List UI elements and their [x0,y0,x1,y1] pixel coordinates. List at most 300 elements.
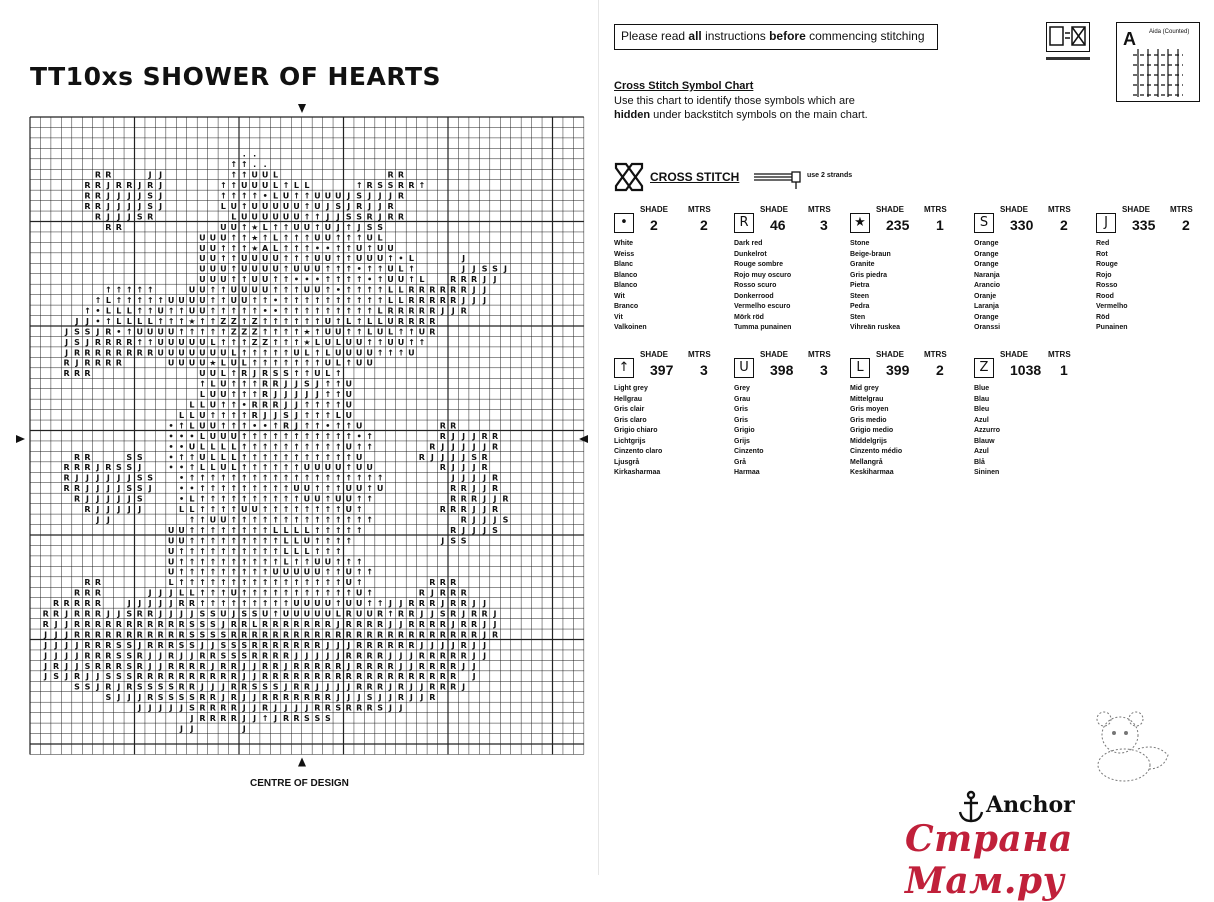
color-names [734,384,764,479]
stitch-symbol: ↑ [293,494,300,504]
stitch-symbol: J [253,369,257,379]
stitch-symbol: J [54,619,58,629]
stitch-symbol: ↑ [261,505,269,515]
stitch-symbol: ↑ [334,243,342,253]
stitch-symbol: R [345,609,352,619]
stitch-symbol: R [272,661,279,671]
stitch-symbol: ↑ [230,181,238,191]
stitch-symbol: R [324,672,331,682]
stitch-symbol: U [220,515,227,525]
stitch-symbol: R [418,651,425,661]
stitch-symbol: R [230,714,237,724]
stitch-symbol: R [397,181,405,191]
stitch-symbol: ↑ [240,546,248,556]
stitch-symbol: ↑ [178,578,185,588]
stitch-symbol: S [241,640,248,650]
stitch-symbol: ↑ [324,578,332,588]
stitch-symbol: R [105,170,112,180]
stitch-symbol: R [366,682,373,692]
stitch-symbol: ↑ [314,473,321,483]
stitch-symbol: ↑ [240,421,248,431]
stitch-symbol: R [94,609,102,619]
color-name: Röd [1096,313,1110,321]
stitch-symbol: U [387,275,394,285]
stitch-symbol: R [136,609,143,619]
stitch-symbol: • [252,421,258,431]
stitch-symbol: ↑ [251,348,259,358]
stitch-symbol: R [199,651,206,661]
stitch-symbol: U [209,264,217,274]
stitch-symbol: R [84,348,91,358]
stitch-symbol: R [262,379,269,389]
stitch-symbol: ↑ [230,264,238,274]
stitch-symbol: ↑ [408,327,415,337]
stitch-symbol: ↑ [314,431,321,441]
stitch-symbol: ↑ [376,599,384,609]
stitch-symbol: ↑ [251,306,259,316]
stitch-symbol: J [315,682,319,692]
color-name: Gris claro [614,416,647,424]
stitch-symbol: ↑ [230,515,238,525]
stitch-symbol: R [450,421,457,431]
stitch-symbol: U [220,390,227,400]
stitch-symbol: ↑ [199,379,206,389]
stitch-symbol: R [42,619,49,629]
stitch-symbol: R [241,630,248,640]
stitch-symbol: ↑ [303,410,311,420]
stitch-symbol: S [189,703,195,713]
stitch-symbol: R [199,703,206,713]
stitch-symbol: J [399,599,403,609]
stitch-symbol: J [106,494,110,504]
stitch-symbol: J [472,484,476,494]
stitch-symbol: ↑ [334,473,342,483]
stitch-symbol: R [460,505,467,515]
stitch-symbol: ↑ [366,243,373,253]
stitch-symbol: ↑ [345,285,353,295]
stitch-symbol: ↑ [376,296,384,306]
stitch-symbol: J [399,619,403,629]
color-name: Kirkasharmaa [614,469,661,476]
stitch-symbol: U [230,222,238,232]
stitch-symbol: ↑ [240,525,248,535]
stitch-symbol: J [242,693,246,703]
stitch-symbol: R [366,619,373,629]
stitch-symbol: ↑ [334,369,342,379]
stitch-symbol: R [94,337,102,347]
stitch-symbol: ↑ [230,369,238,379]
stitch-symbol: S [115,463,122,473]
mtrs-value: 1 [1060,362,1068,378]
stitch-symbol: ↑ [366,567,373,577]
mtrs-value: 3 [820,217,828,233]
stitch-symbol: R [450,609,457,619]
stitch-symbol: R [178,661,185,671]
stitch-symbol: ↑ [240,170,248,180]
stitch-symbol: ↑ [314,421,321,431]
thread-key-1038 [974,350,1092,478]
stitch-symbol: J [284,703,288,713]
stitch-symbol: ↑ [230,578,238,588]
stitch-symbol: J [138,191,142,201]
stitch-symbol: R [53,599,60,609]
stitch-symbol: ↑ [345,525,353,535]
stitch-symbol: ↑ [366,296,373,306]
stitch-symbol: J [274,714,278,724]
stitch-symbol: R [345,703,352,713]
stitch-symbol: R [481,609,488,619]
stitch-symbol: J [441,442,445,452]
stitch-symbol: ↑ [282,505,290,515]
stitch-symbol: • [168,431,174,441]
stitch-symbol: J [409,682,413,692]
stitch-symbol: U [199,254,206,264]
stitch-symbol: J [483,525,487,535]
stitch-symbol: S [105,672,112,682]
stitch-symbol: ↑ [324,484,332,494]
stitch-symbol: R [303,661,311,671]
stitch-symbol: ↑ [199,327,206,337]
stitch-symbol: L [189,410,195,420]
stitch-symbol: ↑ [324,505,332,515]
stitch-symbol: ↑ [408,275,415,285]
color-name: Granite [850,261,875,268]
stitch-symbol: S [460,536,467,546]
stitch-symbol: ↑ [240,463,248,473]
stitch-symbol: ↑ [219,505,227,515]
stitch-symbol: ↑ [293,191,300,201]
stitch-symbol: J [242,661,246,671]
stitch-symbol: L [408,254,414,264]
stitch-symbol: R [366,630,373,640]
stitch-symbol: J [159,201,163,211]
stitch-symbol: R [366,661,373,671]
stitch-symbol: U [167,358,175,368]
stitch-symbol: ↑ [355,442,363,452]
stitch-symbol: U [261,170,269,180]
stitch-symbol: R [115,630,122,640]
stitch-symbol: ↑ [303,431,311,441]
stitch-symbol: J [65,327,69,337]
stitch-symbol: U [355,452,363,462]
stitch-symbol: J [85,316,89,326]
stitch-symbol: U [188,358,196,368]
stitch-symbol: R [84,578,91,588]
stitch-symbol: ↑ [230,275,238,285]
stitch-symbol: J [96,484,100,494]
stitch-symbol: J [294,651,298,661]
fabric-caption: Aida (Counted) [1149,29,1190,35]
stitch-symbol: S [272,369,279,379]
stitch-symbol: S [105,693,112,703]
stitch-symbol: ↑ [345,515,353,525]
stitch-symbol: ↑ [324,473,332,483]
stitch-symbol: U [261,275,269,285]
stitch-symbol: J [242,672,246,682]
stitch-symbol: R [84,505,91,515]
stitch-symbol: L [304,181,310,191]
stitch-symbol: ↑ [230,410,238,420]
stitch-symbol: • [273,306,279,316]
stitch-symbol: A [262,243,269,253]
stitch-symbol: ↑ [188,452,196,462]
stitch-symbol: ↑ [334,421,342,431]
stitch-symbol: U [282,567,290,577]
stitch-symbol: U [178,337,185,347]
stitch-symbol: J [389,703,393,713]
stitch-symbol: ↑ [324,400,332,410]
stitch-symbol: ↑ [303,369,311,379]
stitch-symbol: U [199,264,206,274]
stitch-symbol: ↑ [125,296,133,306]
stitch-symbol: ↑ [334,442,342,452]
stitch-symbol: R [418,316,425,326]
stitch-symbol: ↑ [324,431,332,441]
stitch-symbol: ↑ [230,567,238,577]
stitch-symbol: J [389,693,393,703]
stitch-symbol: R [429,442,436,452]
shade-label: SHADE [760,350,789,359]
color-name: Oranje [974,292,997,300]
stitch-symbol: R [397,609,405,619]
stitch-symbol: S [387,181,394,191]
stitch-symbol: L [252,619,258,629]
stitch-symbol: J [117,693,121,703]
stitch-symbol: J [180,651,184,661]
stitch-symbol: • [314,275,320,285]
stitch-symbol: J [106,609,110,619]
mtrs-label: MTRS [1170,205,1193,214]
stitch-symbol: ↑ [272,348,279,358]
stitch-symbol: R [293,630,300,640]
stitch-symbol: J [483,484,487,494]
stitch-symbol: J [117,212,121,222]
color-name: Vermelho escuro [734,303,791,310]
stitch-symbol: ↑ [345,463,353,473]
stitch-symbol: S [136,452,143,462]
centre-arrow [579,435,588,443]
stitch-symbol: R [450,672,457,682]
color-name: Light grey [614,385,648,392]
stitch-symbol: ↑ [230,557,238,567]
stitch-symbol: U [282,201,290,211]
stitch-symbol: J [326,651,330,661]
stitch-symbol: ★ [303,337,311,347]
stitch-symbol: J [462,452,466,462]
stitch-symbol: ↑ [282,316,290,326]
stitch-symbol: ↑ [209,536,217,546]
stitch-symbol: J [159,588,163,598]
stitch-symbol: U [220,233,227,243]
stitch-symbol: R [209,693,216,703]
key-page [600,0,1200,875]
stitch-symbol: R [491,473,499,483]
stitch-symbol: R [105,327,112,337]
stitch-symbol: R [376,682,384,692]
stitch-symbol: R [282,651,290,661]
stitch-symbol: ↑ [303,442,311,452]
stitch-symbol: ↑ [314,442,321,452]
stitch-symbol: J [159,181,163,191]
stitch-symbol: ↑ [282,588,290,598]
stitch-symbol: R [450,285,457,295]
stitch-symbol: ↑ [115,296,123,306]
stitch-symbol: ↑ [293,473,300,483]
stitch-symbol: J [75,473,79,483]
stitch-symbol: R [262,390,269,400]
stitch-symbol: R [262,651,269,661]
stitch-symbol: U [220,463,227,473]
stitch-symbol: ↑ [272,358,279,368]
stitch-symbol: ↑ [219,400,227,410]
stitch-symbol: ↑ [272,484,279,494]
color-name: Rot [1096,250,1108,258]
stitch-symbol: R [94,578,102,588]
stitch-symbol: U [209,400,217,410]
stitch-symbol: J [472,672,476,682]
stitch-symbol: ↑ [230,337,238,347]
stitch-symbol: L [220,201,226,211]
stitch-symbol: R [408,181,415,191]
stitch-symbol: ↑ [282,181,290,191]
stitch-symbol: R [282,421,290,431]
stitch-symbol: ↑ [230,494,238,504]
stitch-symbol: R [167,661,175,671]
stitch-symbol: ↑ [366,442,373,452]
stitch-symbol: U [167,348,175,358]
stitch-symbol: U [314,369,321,379]
stitch-symbol: J [483,630,487,640]
stitch-symbol: J [357,693,361,703]
stitch-symbol: U [272,567,279,577]
stitch-symbol: J [44,661,48,671]
thread-key-397 [614,350,732,478]
stitch-symbol: ↑ [303,233,311,243]
stitch-symbol: ↑ [282,306,290,316]
stitch-symbol: U [199,421,206,431]
stitch-symbol: J [253,714,257,724]
stitch-symbol: R [460,599,467,609]
stitch-symbol: ↑ [272,337,279,347]
stitch-symbol: U [314,285,321,295]
stitch-symbol: J [75,651,79,661]
stitch-symbol: L [273,191,279,201]
stitch-symbol: U [272,212,279,222]
stitch-symbol: R [439,651,446,661]
stitch-symbol: U [261,181,269,191]
stitch-symbol: R [73,494,81,504]
stitch-symbol: R [105,640,112,650]
stitch-symbol: R [450,588,457,598]
stitch-symbol: S [115,640,122,650]
mtrs-value: 2 [1182,217,1190,233]
stitch-symbol: ↑ [178,306,185,316]
stitch-symbol: S [324,714,331,724]
stitch-symbol: S [74,327,80,337]
stitch-symbol: J [378,201,382,211]
stitch-symbol: J [472,463,476,473]
stitch-symbol: U [335,463,342,473]
stitch-symbol: R [115,181,122,191]
stitch-symbol: R [450,630,457,640]
stitch-symbol: J [441,599,445,609]
stitch-symbol: ↑ [345,473,353,483]
stitch-symbol: J [138,599,142,609]
stitch-symbol: U [355,348,363,358]
stitch-symbol: S [126,661,133,671]
stitch-symbol: L [220,452,226,462]
stitch-symbol: U [251,201,258,211]
stitch-symbol: ↑ [240,473,248,483]
stitch-symbol: ↑ [146,285,154,295]
page-divider [598,0,599,875]
stitch-symbol: U [209,275,217,285]
stitch-symbol: ↑ [251,484,259,494]
stitch-symbol: U [157,348,164,358]
stitch-symbol: L [189,505,195,515]
stitch-symbol: R [126,348,133,358]
stitch-symbol: R [126,682,133,692]
stitch-symbol: J [159,703,163,713]
stitch-symbol: U [188,285,196,295]
stitch-symbol: ↑ [251,588,259,598]
stitch-symbol: ↑ [219,494,227,504]
stitch-symbol: ↑ [261,442,269,452]
stitch-symbol: R [376,609,384,619]
stitch-symbol: S [377,703,383,713]
stitch-symbol: R [314,693,321,703]
stitch-symbol: J [389,619,393,629]
stitch-symbol: U [293,212,300,222]
stitch-symbol: J [96,473,100,483]
stitch-symbol: ↑ [293,306,300,316]
stitch-symbol: L [273,243,279,253]
stitch-symbol: • [325,421,331,431]
stitch-symbol: U [314,233,321,243]
stitch-symbol: ↑ [178,452,185,462]
stitch-symbol: S [115,651,122,661]
stitch-symbol: J [347,191,351,201]
color-name: Gris [734,406,749,413]
stitch-symbol: ↑ [219,557,227,567]
stitch-symbol: J [284,682,288,692]
stitch-symbol: R [178,619,185,629]
stitch-symbol: J [315,651,319,661]
stitch-symbol: U [220,348,227,358]
stitch-symbol: J [451,473,455,483]
thread-symbol: Z [974,358,994,378]
stitch-symbol: S [335,201,342,211]
mtrs-value: 3 [820,362,828,378]
stitch-symbol: L [335,337,341,347]
stitch-symbol: R [73,348,81,358]
stitch-symbol: U [199,337,206,347]
stitch-symbol: J [148,484,152,494]
color-names [614,239,647,334]
stitch-symbol: ↑ [188,578,196,588]
stitch-symbol: ↑ [314,578,321,588]
stitch-symbol: U [188,306,196,316]
stitch-symbol: J [451,431,455,441]
stitch-symbol: R [94,599,102,609]
stitch-symbol: J [274,703,278,713]
stitch-symbol: L [283,546,289,556]
stitch-symbol: ↑ [345,452,353,462]
stitch-symbol: ↑ [293,337,300,347]
stitch-symbol: L [189,588,195,598]
stitch-symbol: J [483,505,487,515]
stitch-symbol: . [253,149,257,159]
